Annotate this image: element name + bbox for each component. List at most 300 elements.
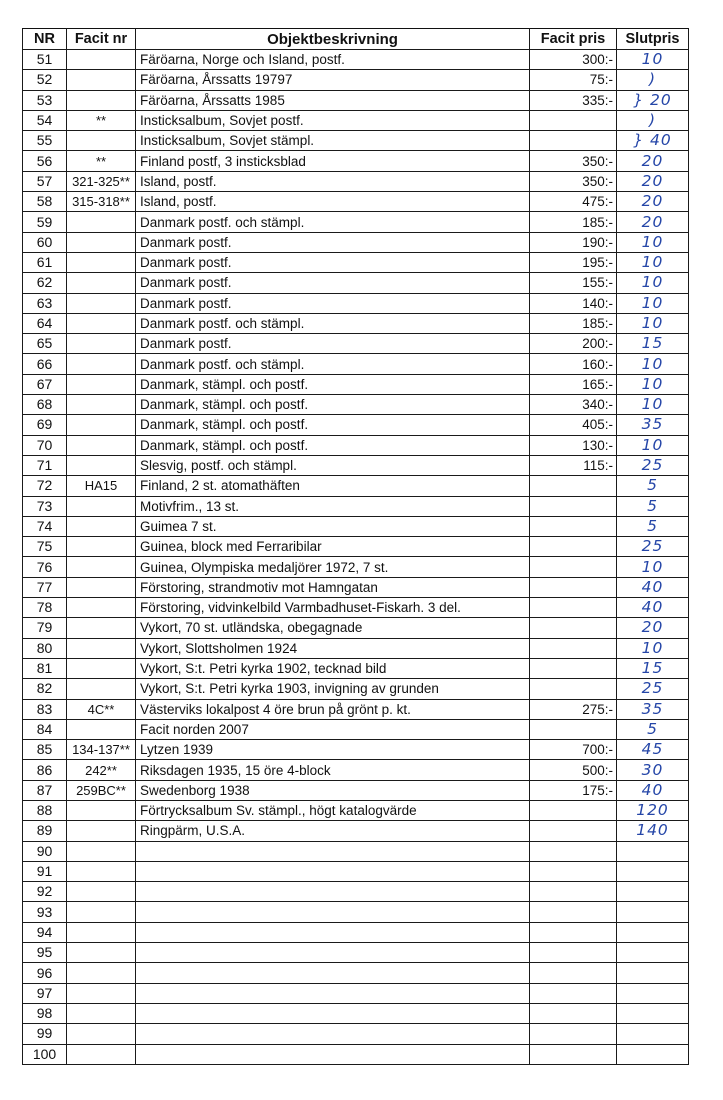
description-cell [136, 861, 530, 881]
final-price-cell: 40 [617, 598, 689, 618]
lot-number-cell: 55 [23, 131, 67, 151]
description-cell [136, 882, 530, 902]
facit-price-cell: 115:- [530, 455, 617, 475]
lot-number-cell: 69 [23, 415, 67, 435]
table-row [23, 415, 689, 435]
description-cell: Danmark, stämpl. och postf. [136, 374, 530, 394]
lot-number-cell: 84 [23, 719, 67, 739]
table-row [23, 90, 689, 110]
facit-number-cell [67, 638, 136, 658]
table-row [23, 110, 689, 130]
table-row [23, 50, 689, 70]
description-cell: Facit norden 2007 [136, 719, 530, 739]
final-price-cell: 10 [617, 557, 689, 577]
final-price-cell [617, 861, 689, 881]
table-row [23, 232, 689, 252]
final-price-cell: 20 [617, 618, 689, 638]
facit-number-cell [67, 598, 136, 618]
final-price-cell: 10 [617, 50, 689, 70]
final-price-cell [617, 1044, 689, 1064]
facit-price-cell [530, 902, 617, 922]
table-row [23, 313, 689, 333]
table-row [23, 983, 689, 1003]
facit-price-cell: 165:- [530, 374, 617, 394]
column-header-nr: NR [23, 29, 67, 50]
facit-number-cell [67, 902, 136, 922]
description-cell: Västerviks lokalpost 4 öre brun på grönt p. kt. [136, 699, 530, 719]
facit-number-cell [67, 1003, 136, 1023]
facit-price-cell [530, 598, 617, 618]
final-price-cell [617, 922, 689, 942]
final-price-cell [617, 902, 689, 922]
final-price-cell [617, 943, 689, 963]
facit-number-cell [67, 252, 136, 272]
lot-number-cell: 56 [23, 151, 67, 171]
lot-number-cell: 97 [23, 983, 67, 1003]
table-row [23, 841, 689, 861]
description-cell: Insticksalbum, Sovjet stämpl. [136, 131, 530, 151]
description-cell: Danmark postf. [136, 334, 530, 354]
facit-number-cell [67, 821, 136, 841]
description-cell [136, 902, 530, 922]
description-cell: Danmark postf. och stämpl. [136, 212, 530, 232]
facit-price-cell [530, 983, 617, 1003]
table-row [23, 354, 689, 374]
final-price-cell [617, 1024, 689, 1044]
table-row [23, 577, 689, 597]
description-cell: Motivfrim., 13 st. [136, 496, 530, 516]
facit-number-cell [67, 537, 136, 557]
facit-price-cell [530, 496, 617, 516]
lot-number-cell: 92 [23, 882, 67, 902]
lot-number-cell: 79 [23, 618, 67, 638]
description-cell [136, 922, 530, 942]
facit-price-cell [530, 679, 617, 699]
description-cell [136, 963, 530, 983]
final-price-cell [617, 841, 689, 861]
facit-price-cell [530, 1044, 617, 1064]
lot-number-cell: 93 [23, 902, 67, 922]
facit-number-cell: 242** [67, 760, 136, 780]
facit-price-cell [530, 821, 617, 841]
description-cell [136, 1003, 530, 1023]
facit-number-cell [67, 131, 136, 151]
final-price-cell: 10 [617, 395, 689, 415]
description-cell: Färöarna, Årssatts 19797 [136, 70, 530, 90]
table-row [23, 192, 689, 212]
facit-price-cell: 350:- [530, 151, 617, 171]
table-row [23, 943, 689, 963]
lot-number-cell: 82 [23, 679, 67, 699]
lot-number-cell: 51 [23, 50, 67, 70]
final-price-cell [617, 882, 689, 902]
lot-number-cell: 72 [23, 476, 67, 496]
lot-number-cell: 58 [23, 192, 67, 212]
table-row [23, 699, 689, 719]
lot-number-cell: 90 [23, 841, 67, 861]
facit-price-cell: 275:- [530, 699, 617, 719]
description-cell: Guinea, block med Ferraribilar [136, 537, 530, 557]
facit-price-cell: 155:- [530, 273, 617, 293]
lot-number-cell: 64 [23, 313, 67, 333]
lot-number-cell: 86 [23, 760, 67, 780]
facit-number-cell [67, 50, 136, 70]
facit-price-cell: 405:- [530, 415, 617, 435]
final-price-cell: 15 [617, 334, 689, 354]
facit-price-cell [530, 618, 617, 638]
facit-price-cell: 200:- [530, 334, 617, 354]
facit-number-cell [67, 983, 136, 1003]
facit-price-cell [530, 476, 617, 496]
lot-number-cell: 88 [23, 800, 67, 820]
lot-number-cell: 57 [23, 171, 67, 191]
final-price-cell: 20 [617, 151, 689, 171]
table-row [23, 922, 689, 942]
lot-number-cell: 71 [23, 455, 67, 475]
facit-number-cell [67, 354, 136, 374]
final-price-cell: 10 [617, 638, 689, 658]
lot-number-cell: 66 [23, 354, 67, 374]
table-row [23, 1044, 689, 1064]
facit-price-cell [530, 577, 617, 597]
final-price-cell: 40 [617, 780, 689, 800]
final-price-cell [617, 963, 689, 983]
description-cell: Färöarna, Norge och Island, postf. [136, 50, 530, 70]
final-price-cell: 25 [617, 679, 689, 699]
facit-number-cell [67, 679, 136, 699]
lot-number-cell: 65 [23, 334, 67, 354]
table-row [23, 1003, 689, 1023]
table-row [23, 800, 689, 820]
facit-price-cell [530, 638, 617, 658]
facit-price-cell: 140:- [530, 293, 617, 313]
table-row [23, 679, 689, 699]
final-price-cell: 10 [617, 232, 689, 252]
final-price-cell: 120 [617, 800, 689, 820]
description-cell: Finland postf, 3 insticksblad [136, 151, 530, 171]
description-cell: Danmark postf. och stämpl. [136, 313, 530, 333]
lot-number-cell: 73 [23, 496, 67, 516]
facit-number-cell [67, 334, 136, 354]
description-cell [136, 983, 530, 1003]
lot-number-cell: 78 [23, 598, 67, 618]
table-row [23, 780, 689, 800]
facit-number-cell [67, 882, 136, 902]
final-price-cell: ) [617, 110, 689, 130]
table-row [23, 212, 689, 232]
lot-number-cell: 59 [23, 212, 67, 232]
lot-number-cell: 83 [23, 699, 67, 719]
facit-price-cell [530, 131, 617, 151]
facit-number-cell [67, 943, 136, 963]
table-row [23, 252, 689, 272]
facit-price-cell: 130:- [530, 435, 617, 455]
description-cell: Island, postf. [136, 171, 530, 191]
description-cell: Vykort, S:t. Petri kyrka 1903, invigning av grunden [136, 679, 530, 699]
facit-price-cell [530, 658, 617, 678]
lot-number-cell: 68 [23, 395, 67, 415]
final-price-cell: 10 [617, 252, 689, 272]
facit-price-cell: 195:- [530, 252, 617, 272]
final-price-cell: 140 [617, 821, 689, 841]
table-row [23, 1024, 689, 1044]
table-row [23, 821, 689, 841]
final-price-cell: 25 [617, 537, 689, 557]
table-row [23, 131, 689, 151]
lot-number-cell: 74 [23, 516, 67, 536]
column-header-description: Objektbeskrivning [136, 29, 530, 50]
facit-number-cell [67, 273, 136, 293]
facit-price-cell [530, 882, 617, 902]
description-cell: Förstoring, vidvinkelbild Varmbadhuset-Fiskarh. 3 del. [136, 598, 530, 618]
final-price-cell: 10 [617, 273, 689, 293]
description-cell: Insticksalbum, Sovjet postf. [136, 110, 530, 130]
table-row [23, 496, 689, 516]
facit-number-cell [67, 415, 136, 435]
table-row [23, 435, 689, 455]
description-cell: Danmark postf. och stämpl. [136, 354, 530, 374]
table-row [23, 760, 689, 780]
table-row [23, 719, 689, 739]
column-header-facit-nr: Facit nr [67, 29, 136, 50]
lot-number-cell: 70 [23, 435, 67, 455]
final-price-cell: 35 [617, 699, 689, 719]
description-cell: Danmark postf. [136, 273, 530, 293]
facit-number-cell [67, 800, 136, 820]
final-price-cell: 25 [617, 455, 689, 475]
facit-price-cell [530, 922, 617, 942]
lot-number-cell: 98 [23, 1003, 67, 1023]
facit-price-cell [530, 963, 617, 983]
column-header-facit-price: Facit pris [530, 29, 617, 50]
lot-number-cell: 87 [23, 780, 67, 800]
final-price-cell: 20 [617, 212, 689, 232]
description-cell: Danmark postf. [136, 293, 530, 313]
facit-price-cell [530, 800, 617, 820]
description-cell: Lytzen 1939 [136, 740, 530, 760]
facit-number-cell [67, 293, 136, 313]
facit-price-cell [530, 1003, 617, 1023]
facit-number-cell: ** [67, 151, 136, 171]
facit-number-cell [67, 435, 136, 455]
table-row [23, 740, 689, 760]
facit-number-cell [67, 557, 136, 577]
lot-number-cell: 96 [23, 963, 67, 983]
lot-number-cell: 89 [23, 821, 67, 841]
final-price-cell [617, 983, 689, 1003]
description-cell: Finland, 2 st. atomathäften [136, 476, 530, 496]
facit-number-cell [67, 577, 136, 597]
lot-number-cell: 53 [23, 90, 67, 110]
table-row [23, 455, 689, 475]
final-price-cell: 10 [617, 313, 689, 333]
facit-price-cell: 160:- [530, 354, 617, 374]
description-cell [136, 1024, 530, 1044]
final-price-cell: 5 [617, 516, 689, 536]
lot-number-cell: 77 [23, 577, 67, 597]
facit-price-cell: 500:- [530, 760, 617, 780]
facit-price-cell [530, 516, 617, 536]
table-row [23, 171, 689, 191]
lot-number-cell: 81 [23, 658, 67, 678]
final-price-cell: 30 [617, 760, 689, 780]
description-cell: Vykort, Slottsholmen 1924 [136, 638, 530, 658]
auction-results-sheet [22, 28, 688, 1065]
facit-price-cell [530, 1024, 617, 1044]
facit-number-cell [67, 963, 136, 983]
description-cell: Förtrycksalbum Sv. stämpl., högt katalogvärde [136, 800, 530, 820]
description-cell: Förstoring, strandmotiv mot Hamngatan [136, 577, 530, 597]
facit-number-cell [67, 455, 136, 475]
table-row [23, 395, 689, 415]
description-cell: Danmark, stämpl. och postf. [136, 415, 530, 435]
facit-price-cell [530, 841, 617, 861]
description-cell: Danmark, stämpl. och postf. [136, 395, 530, 415]
facit-price-cell [530, 557, 617, 577]
facit-price-cell: 475:- [530, 192, 617, 212]
description-cell: Ringpärm, U.S.A. [136, 821, 530, 841]
facit-number-cell [67, 395, 136, 415]
lot-number-cell: 62 [23, 273, 67, 293]
facit-price-cell: 75:- [530, 70, 617, 90]
final-price-cell: 20 [617, 171, 689, 191]
facit-number-cell [67, 70, 136, 90]
table-row [23, 963, 689, 983]
table-row [23, 618, 689, 638]
facit-number-cell [67, 618, 136, 638]
facit-number-cell [67, 374, 136, 394]
description-cell: Slesvig, postf. och stämpl. [136, 455, 530, 475]
description-cell: Riksdagen 1935, 15 öre 4-block [136, 760, 530, 780]
lot-number-cell: 95 [23, 943, 67, 963]
description-cell: Swedenborg 1938 [136, 780, 530, 800]
lot-number-cell: 61 [23, 252, 67, 272]
lot-number-cell: 52 [23, 70, 67, 90]
final-price-cell: 20 [617, 192, 689, 212]
lot-number-cell: 67 [23, 374, 67, 394]
final-price-cell: 5 [617, 476, 689, 496]
description-cell: Guimea 7 st. [136, 516, 530, 536]
facit-number-cell: 321-325** [67, 171, 136, 191]
description-cell: Guinea, Olympiska medaljörer 1972, 7 st. [136, 557, 530, 577]
description-cell [136, 1044, 530, 1064]
facit-price-cell: 185:- [530, 313, 617, 333]
facit-number-cell: ** [67, 110, 136, 130]
facit-number-cell: 4C** [67, 699, 136, 719]
facit-number-cell: 259BC** [67, 780, 136, 800]
table-row [23, 151, 689, 171]
description-cell: Färöarna, Årssatts 1985 [136, 90, 530, 110]
table-row [23, 638, 689, 658]
facit-price-cell: 300:- [530, 50, 617, 70]
table-row [23, 902, 689, 922]
table-row [23, 374, 689, 394]
final-price-cell: 10 [617, 293, 689, 313]
facit-price-cell: 700:- [530, 740, 617, 760]
final-price-cell: 40 [617, 577, 689, 597]
final-price-cell: 35 [617, 415, 689, 435]
facit-price-cell [530, 537, 617, 557]
lot-number-cell: 85 [23, 740, 67, 760]
final-price-cell: 10 [617, 435, 689, 455]
facit-number-cell [67, 1024, 136, 1044]
facit-price-cell: 350:- [530, 171, 617, 191]
facit-number-cell [67, 1044, 136, 1064]
final-price-cell: 15 [617, 658, 689, 678]
table-row [23, 476, 689, 496]
description-cell [136, 841, 530, 861]
final-price-cell [617, 1003, 689, 1023]
lot-number-cell: 91 [23, 861, 67, 881]
table-row [23, 516, 689, 536]
facit-price-cell: 190:- [530, 232, 617, 252]
facit-number-cell [67, 861, 136, 881]
final-price-cell: 10 [617, 374, 689, 394]
facit-number-cell [67, 232, 136, 252]
lot-number-cell: 63 [23, 293, 67, 313]
facit-number-cell [67, 658, 136, 678]
final-price-cell: ) [617, 70, 689, 90]
facit-price-cell [530, 943, 617, 963]
facit-price-cell [530, 110, 617, 130]
description-cell: Island, postf. [136, 192, 530, 212]
lot-number-cell: 80 [23, 638, 67, 658]
auction-table [22, 28, 689, 1065]
facit-price-cell [530, 861, 617, 881]
table-body [23, 50, 689, 1065]
table-row [23, 658, 689, 678]
facit-number-cell: 315-318** [67, 192, 136, 212]
facit-number-cell [67, 212, 136, 232]
facit-price-cell [530, 719, 617, 739]
facit-number-cell [67, 922, 136, 942]
final-price-cell: 5 [617, 719, 689, 739]
table-row [23, 273, 689, 293]
table-row [23, 557, 689, 577]
final-price-cell: 10 [617, 354, 689, 374]
facit-number-cell [67, 496, 136, 516]
lot-number-cell: 54 [23, 110, 67, 130]
final-price-cell: 5 [617, 496, 689, 516]
facit-price-cell: 340:- [530, 395, 617, 415]
table-row [23, 334, 689, 354]
table-row [23, 537, 689, 557]
description-cell: Vykort, 70 st. utländska, obegagnade [136, 618, 530, 638]
lot-number-cell: 99 [23, 1024, 67, 1044]
facit-price-cell: 185:- [530, 212, 617, 232]
table-header-row [23, 29, 689, 50]
facit-number-cell: 134-137** [67, 740, 136, 760]
lot-number-cell: 60 [23, 232, 67, 252]
final-price-cell: } 40 [617, 131, 689, 151]
lot-number-cell: 100 [23, 1044, 67, 1064]
description-cell: Danmark postf. [136, 252, 530, 272]
facit-price-cell: 335:- [530, 90, 617, 110]
facit-price-cell: 175:- [530, 780, 617, 800]
facit-number-cell: HA15 [67, 476, 136, 496]
description-cell: Vykort, S:t. Petri kyrka 1902, tecknad bild [136, 658, 530, 678]
lot-number-cell: 76 [23, 557, 67, 577]
table-row [23, 882, 689, 902]
facit-number-cell [67, 841, 136, 861]
description-cell: Danmark postf. [136, 232, 530, 252]
facit-number-cell [67, 313, 136, 333]
facit-number-cell [67, 90, 136, 110]
facit-number-cell [67, 719, 136, 739]
column-header-final-price: Slutpris [617, 29, 689, 50]
description-cell: Danmark, stämpl. och postf. [136, 435, 530, 455]
table-row [23, 293, 689, 313]
